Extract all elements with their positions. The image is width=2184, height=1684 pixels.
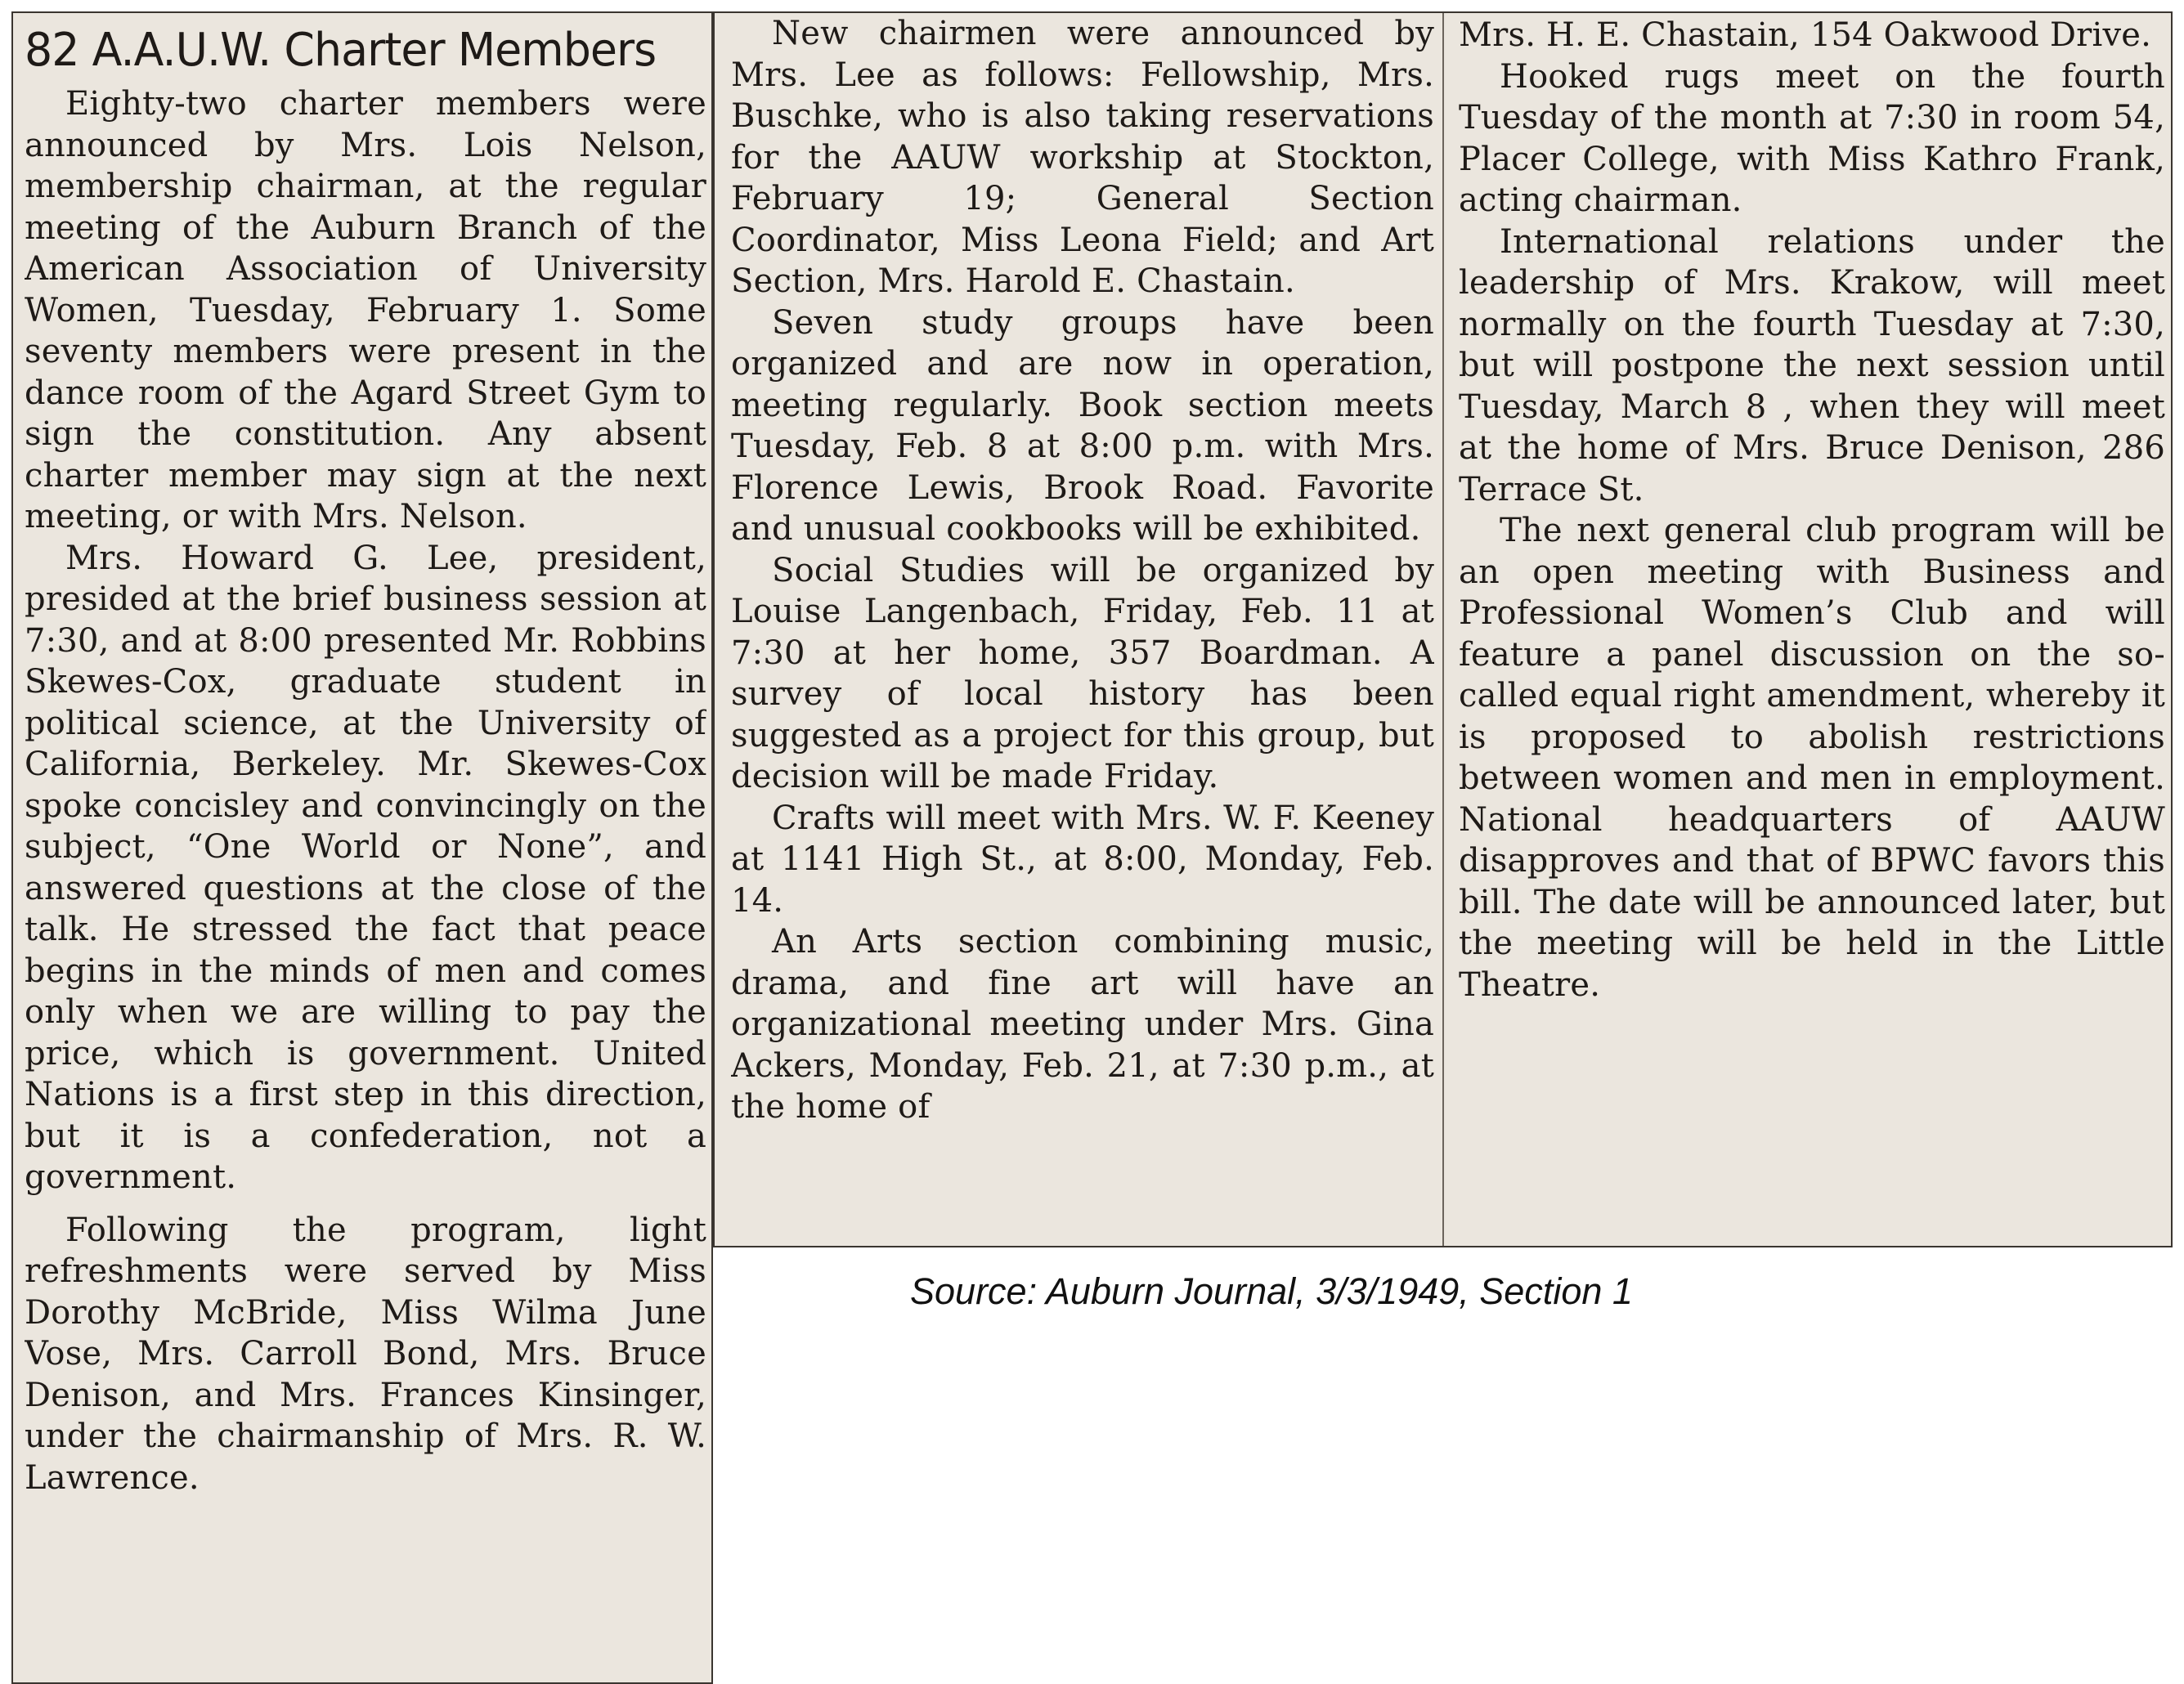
- article-column-3: [1459, 13, 2165, 1005]
- source-citation: Source: Auburn Journal, 3/3/1949, Section 1: [910, 1270, 1633, 1312]
- article-column-2: [731, 13, 1434, 1128]
- column-divider: [1442, 13, 1444, 1246]
- col1-paragraph-3: Following the program, light refreshments were served by Miss Dorothy McBride, Miss Wilma June Vose, Mrs. Carroll Bond, Mrs. Bruce Denison, and Mrs. Frances Kinsinger, under the chairmanship of Mrs. R. W. Lawrence.: [25, 1211, 706, 1497]
- col2-paragraph-5: An Arts section combining music, drama, and fine art will have an organizational meeting under Mrs. Gina Ackers, Monday, Feb. 21, at 7:30 p.m., at the home of: [731, 923, 1434, 1126]
- col3-paragraph-1: Mrs. H. E. Chastain, 154 Oakwood Drive.: [1459, 16, 2152, 54]
- col3-paragraph-2: Hooked rugs meet on the fourth Tuesday of the month at 7:30 in room 54, Placer College, with Miss Kathro Frank, acting chairman.: [1459, 57, 2165, 219]
- col2-paragraph-3: Social Studies will be organized by Louise Langenbach, Friday, Feb. 11 at 7:30 at her home, 357 Boardman. A survey of local history has been suggested as a project for this group, but decision will be made Friday.: [731, 551, 1434, 795]
- col2-paragraph-4: Crafts will meet with Mrs. W. F. Keeney at 1141 High St., at 8:00, Monday, Feb. 14.: [731, 799, 1434, 920]
- clipping-right-strip: [713, 11, 2173, 1247]
- clipping-left-strip: [11, 11, 713, 1684]
- col1-paragraph-1: Eighty-two charter members were announced by Mrs. Lois Nelson, membership chairman, at the regular meeting of the Auburn Branch of the American Association of University Women, Tuesday, February 1. Some seventy members were present in the dance room of the Agard Street Gym to sign the constitution. Any absent charter member may sign at the next meeting, or with Mrs. Nelson.: [25, 85, 706, 535]
- col3-paragraph-4: The next general club program will be an open meeting with Business and Professional Women’s Club and will feature a panel discussion on the so-called equal right amendment, whereby it is proposed to abolish restrictions between women and men in employment. National headquarters of AAUW disapproves and that of BPWC favors this bill. The date will be announced later, but the meeting will be held in the Little Theatre.: [1459, 512, 2165, 1004]
- col3-paragraph-3: International relations under the leadership of Mrs. Krakow, will meet normally on the fourth Tuesday at 7:30, but will postpone the next session until Tuesday, March 8 , when they will meet at the home of Mrs. Bruce Denison, 286 Terrace St.: [1459, 222, 2165, 508]
- article-column-1: [25, 13, 706, 1498]
- col1-paragraph-2: Mrs. Howard G. Lee, president, presided at the brief business session at 7:30, and at 8:00 presented Mr. Robbins Skewes-Cox, graduate student in political science, at the University of California, Berkeley. Mr. Skewes-Cox spoke concisley and convincingly on the subject, “One World or None”, and answered questions at the close of the talk. He stressed the fact that peace begins in the minds of men and comes only when we are willing to pay the price, which is government. United Nations is a first step in this direction, but it is a confederation, not a government.: [25, 539, 706, 1196]
- col2-paragraph-1: New chairmen were announced by Mrs. Lee as follows: Fellowship, Mrs. Buschke, who is also taking reservations for the AAUW workship at Stockton, February 19; General Section Coordinator, Miss Leona Field; and Art Section, Mrs. Harold E. Chastain.: [731, 15, 1434, 300]
- article-headline: 82 A.A.U.W. Charter Members: [25, 24, 657, 77]
- col2-paragraph-2: Seven study groups have been organized and are now in operation, meeting regularly. Book section meets Tuesday, Feb. 8 at 8:00 p.m. with Mrs. Florence Lewis, Brook Road. Favorite and unusual cookbooks will be exhibited.: [731, 303, 1434, 548]
